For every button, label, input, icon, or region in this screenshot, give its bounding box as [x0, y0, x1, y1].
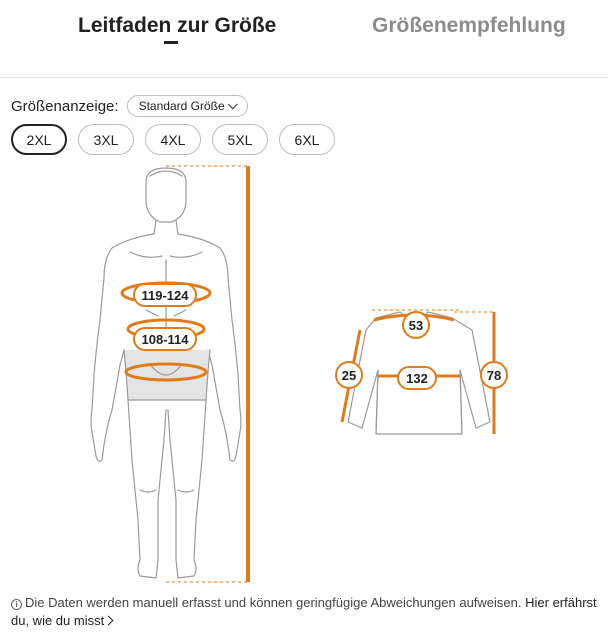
body-waist-value: 108-114: [133, 327, 197, 351]
tab-size-guide[interactable]: Leitfaden zur Größe: [78, 14, 277, 37]
size-option-4xl[interactable]: 4XL: [145, 124, 201, 155]
size-display-label: Größenanzeige:: [11, 97, 119, 115]
size-option-2xl[interactable]: 2XL: [11, 124, 67, 155]
size-option-3xl[interactable]: 3XL: [78, 124, 134, 155]
how-to-measure-link-label: Hier erfährst du, wie du misst: [11, 595, 597, 628]
chevron-down-icon: [227, 99, 237, 109]
size-options: [11, 124, 346, 155]
chevron-right-icon: [104, 616, 114, 626]
active-tab-indicator: [164, 41, 178, 44]
measurement-note: [11, 594, 597, 630]
size-option-5xl[interactable]: 5XL: [212, 124, 268, 155]
info-icon: i: [11, 599, 22, 610]
size-display-dropdown[interactable]: [127, 95, 248, 117]
body-chest-value: 119-124: [133, 283, 197, 307]
note-text: Die Daten werden manuell erfasst und können geringfügige Abweichungen aufweisen.: [25, 595, 522, 610]
tab-bar: [0, 0, 608, 78]
size-display-value: Standard Größe: [138, 99, 225, 113]
tab-size-recommendation[interactable]: Größenempfehlung: [372, 14, 566, 37]
size-display-row: [11, 94, 248, 118]
garment-shoulder-value: 53: [402, 311, 430, 339]
garment-chest-value: 132: [397, 366, 437, 390]
garment-sleeve-value: 25: [335, 361, 363, 389]
garment-length-value: 78: [480, 361, 508, 389]
body-figure-illustration: [0, 160, 300, 590]
size-option-6xl[interactable]: 6XL: [279, 124, 335, 155]
